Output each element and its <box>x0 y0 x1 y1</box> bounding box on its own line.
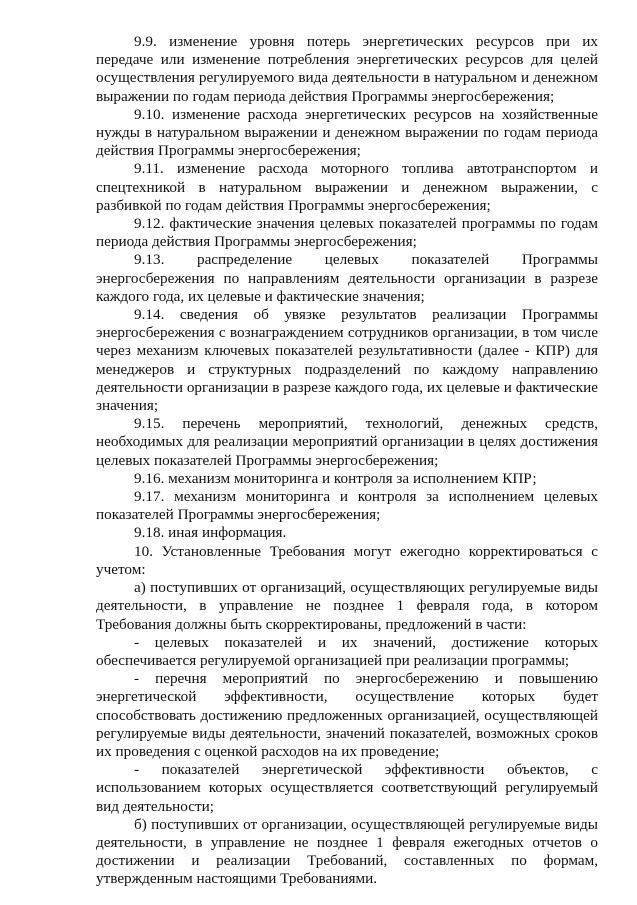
bullet-efficiency-indicators: - показателей энергетической эффективности объектов, с использованием которых осуществляется соответствующий регулируемый вид деятельности; <box>96 761 598 815</box>
paragraph-9-13: 9.13. распределение целевых показателей Программы энергосбережения по направлениям деятельности организации в разрезе каждого года, их целевые и фактические значения; <box>96 251 598 305</box>
paragraph-9-18: 9.18. иная информация. <box>134 524 287 542</box>
paragraph-10-b: б) поступивших от организации, осуществляющей регулируемые виды деятельности, в управление не позднее 1 февраля ежегодных отчетов о достижении и реализации Требований, составленных по формам, утвержденным настоящими Требованиями. <box>96 815 598 888</box>
paragraph-9-12: 9.12. фактические значения целевых показателей программы по годам периода действия Программы энергосбережения; <box>96 215 598 251</box>
paragraph-10-a: а) поступивших от организаций, осуществляющих регулируемые виды деятельности, в управление не позднее 1 февраля года, в котором Требования должны быть скорректированы, предложений в части: <box>96 579 598 633</box>
paragraph-9-16: 9.16. механизм мониторинга и контроля за исполнением КПР; <box>134 469 537 487</box>
paragraph-9-9: 9.9. изменение уровня потерь энергетических ресурсов при их передаче или изменение потребления энергетических ресурсов для целей осуществления регулируемого вида деятельности в натуральном и денежном выражении по годам периода действия Программы энергосбережения; <box>96 33 598 105</box>
paragraph-9-14: 9.14. сведения об увязке результатов реализации Программы энергосбережения с вознаграждением сотрудников организации, в том числе через механизм ключевых показателей результативности (далее - КПР) для менеджеров и структурных подразделений по каждому направлению деятельности организации в разрезе каждого года, их целевые и фактические значения; <box>96 306 598 415</box>
paragraph-9-10: 9.10. изменение расхода энергетических ресурсов на хозяйственные нужды в натуральном выражении и денежном выражении по годам периода действия Программы энергосбережения; <box>96 105 598 160</box>
bullet-measures-list: - перечня мероприятий по энергосбережению и повышению энергетической эффективности, осуществление которых будет способствовать достижению предложенных организацией, осуществляющей регулируемые виды деятельности, значений показателей, возможных сроков их проведения с оценкой расходов на их проведение; <box>96 670 598 760</box>
document-page <box>96 33 598 889</box>
paragraph-10: 10. Установленные Требования могут ежегодно корректироваться с учетом: <box>96 542 598 578</box>
paragraph-9-11: 9.11. изменение расхода моторного топлива автотранспортом и спецтехникой в натуральном выражении и денежном выражении, с разбивкой по годам действия Программы энергосбережения; <box>96 160 598 214</box>
bullet-target-indicators: - целевых показателей и их значений, достижение которых обеспечивается регулируемой организацией при реализации программы; <box>96 633 598 669</box>
paragraph-9-17: 9.17. механизм мониторинга и контроля за исполнением целевых показателей Программы энергосбережения; <box>96 488 598 524</box>
paragraph-9-15: 9.15. перечень мероприятий, технологий, денежных средств, необходимых для реализации мероприятий организации в целях достижения целевых показателей Программы энергосбережения; <box>96 415 598 469</box>
